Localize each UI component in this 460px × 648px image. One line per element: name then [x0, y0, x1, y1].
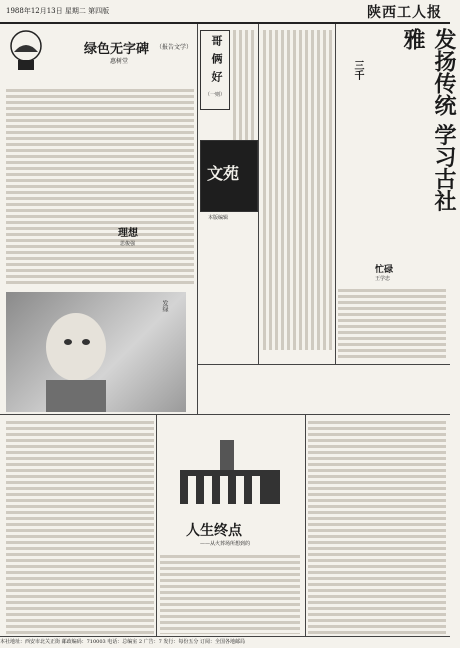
divider-3 [335, 24, 336, 364]
section-wenyuan-badge [200, 140, 258, 212]
feature-photo [6, 292, 186, 412]
poster-title: 人生终点 [186, 523, 242, 539]
poem-zhuisu-body [338, 286, 446, 360]
column-ge-box [200, 30, 230, 110]
masthead: 陕西工人报 [367, 5, 442, 21]
photo-caption: 发绿 [161, 300, 168, 312]
column-ge-title-3: 好 [210, 71, 223, 82]
divider-5 [305, 414, 306, 636]
column-ge-note: （一则） [205, 92, 226, 98]
poster-subtitle: ——从火葬场所想到的 [200, 541, 251, 547]
column-ge-title-2: 俩 [210, 53, 223, 64]
section-editor: 本版编辑 [208, 215, 229, 221]
poem-lixiang-title: 理想 [118, 228, 138, 239]
article-subtitle: （报告文学） [156, 44, 193, 51]
right-mid-rule [197, 364, 450, 365]
page-header [0, 0, 450, 30]
divider-1 [197, 24, 198, 414]
calligraphy-main: 发扬传统 学习古社雅 [400, 28, 457, 212]
poem-lixiang-author: 思俊强 [120, 241, 136, 247]
column-logo [8, 28, 44, 78]
calligraphy-signature: 三千 [352, 60, 363, 80]
header-rule [0, 22, 450, 24]
divider-4 [156, 414, 157, 636]
poster-illustration [160, 430, 300, 516]
footer-rule [0, 636, 450, 637]
section-wenyuan-title: 文苑 [207, 164, 240, 183]
mid-rule [0, 414, 450, 415]
column-ge-title-1: 哥 [210, 35, 223, 46]
page-footer: 本社地址：西安市北关正街 邮政编码：710003 电话：总编室 2 广告：7 发行：每份五分 订阅：全国各地邮局 [0, 639, 245, 645]
article-title: 绿色无字碑 [84, 42, 150, 57]
lower-right-body [308, 418, 446, 634]
column-body-2 [260, 30, 332, 350]
lower-left-body [6, 418, 154, 634]
divider-2 [258, 24, 259, 364]
poem-zhuisu-title: 忙碌 [375, 265, 394, 275]
article-body [6, 86, 194, 286]
poem-zhuisu-author: 王学忠 [375, 276, 391, 282]
poster-body [160, 552, 300, 634]
article-author: 惠树堂 [110, 58, 129, 65]
issue-date: 1988年12月13日 星期二 第四版 [6, 7, 110, 15]
